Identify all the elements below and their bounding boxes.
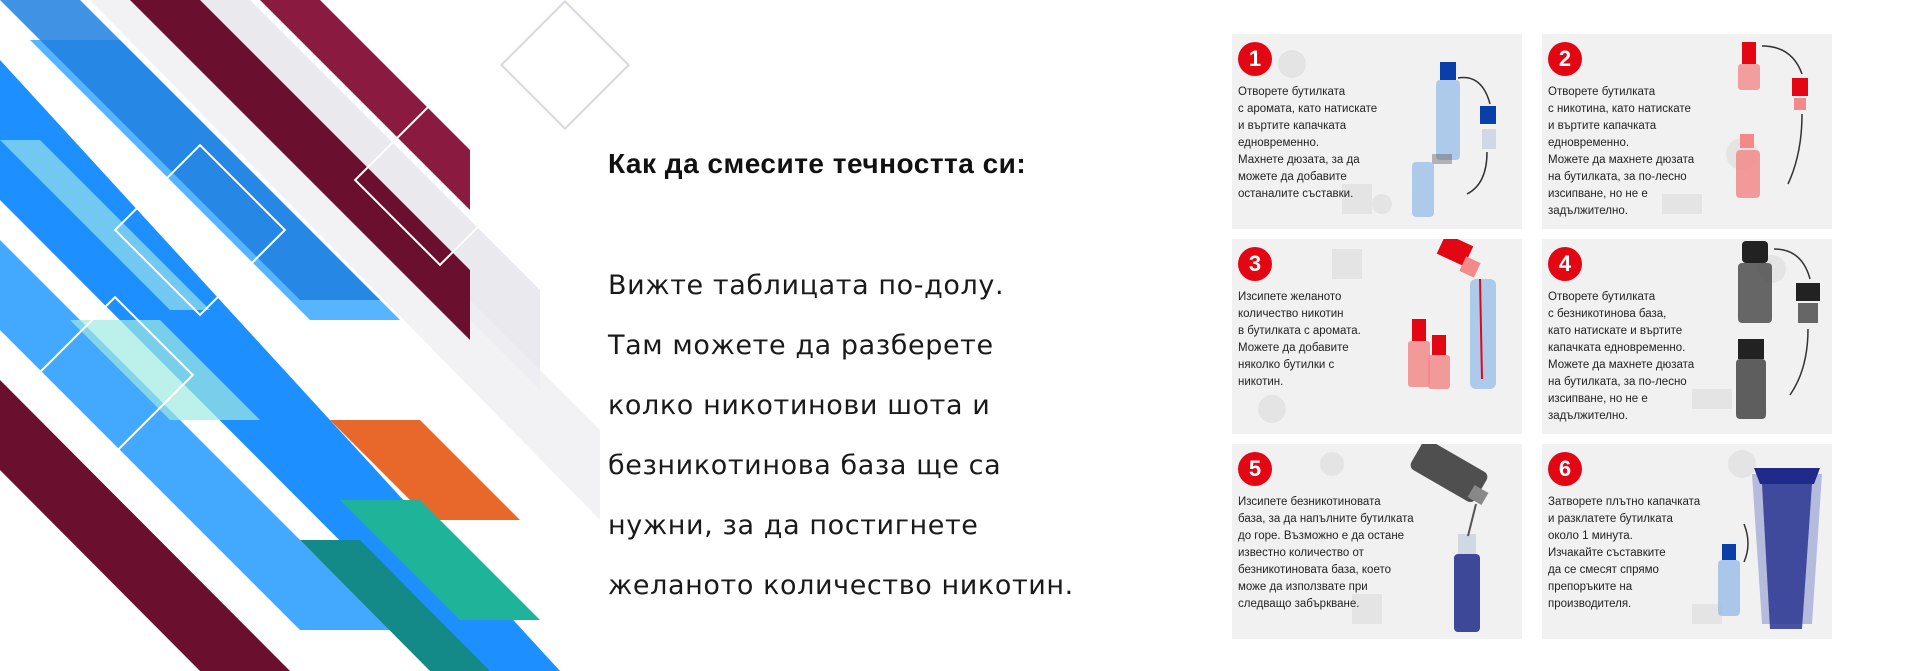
diagonal-stripes — [0, 0, 600, 671]
step-card-6 — [1542, 444, 1832, 639]
paragraph-line: безникотинова база ще са — [608, 450, 1002, 481]
step-number-badge: 6 — [1548, 452, 1582, 486]
step-card-5 — [1232, 444, 1522, 639]
step-number-badge: 4 — [1548, 247, 1582, 281]
paragraph-line: колко никотинови шота и — [608, 390, 991, 421]
step-number-badge: 2 — [1548, 42, 1582, 76]
bottle-illustration — [1702, 239, 1832, 434]
bottle-illustration — [1392, 444, 1522, 639]
step-description: Изсипете безникотиновата база, за да напълните бутилката до горе. Възможно е да остане известно количество от безникотиновата база, което може да използвате при следващо забъркване. — [1238, 496, 1414, 610]
step-description: Изсипете желаното количество никотин в бутилката с аромата. Можете да добавите няколко бутилки с никотин. — [1238, 291, 1361, 388]
page-heading: Как да смесите течността си: — [608, 148, 1027, 179]
paragraph-line: Вижте таблицата по-долу. — [608, 270, 1005, 301]
step-card-3 — [1232, 239, 1522, 434]
mixing-steps-infographic — [1232, 34, 1832, 637]
step-description: Отворете бутилката с безникотинова база, като натискате и въртите капачката едновременно. Можете да махнете дюзата на бутилката, за по-лесно изсипване, но не е задължително. — [1548, 291, 1695, 422]
step-card-1 — [1232, 34, 1522, 229]
paragraph-line: нужни, за да постигнете — [608, 510, 979, 541]
step-description: Затворете плътно капачката и разклатете бутилката около 1 минута. Изчакайте съставките да се смесят спрямо препоръките на производителя. — [1548, 496, 1701, 610]
step-description: Отворете бутилката с аромата, като натискате и въртите капачката едновременно. Махнете дюзата, за да можете да добавите останалите съставки. — [1238, 86, 1378, 200]
step-card-4 — [1542, 239, 1832, 434]
bottle-illustration — [1702, 444, 1832, 639]
paragraph-line: Там можете да разберете — [608, 330, 994, 361]
abstract-geometric-decoration — [0, 0, 640, 671]
bottle-illustration — [1392, 239, 1522, 434]
instructions-paragraph — [608, 256, 1168, 616]
step-number-badge: 1 — [1238, 42, 1272, 76]
step-number-badge: 5 — [1238, 452, 1272, 486]
paragraph-line: желаното количество никотин. — [608, 570, 1074, 601]
bottle-illustration — [1392, 34, 1522, 229]
step-description: Отворете бутилката с никотина, като натискате и въртите капачката едновременно. Можете да махнете дюзата на бутилката, за по-лесно изсипване, но не е задължително. — [1548, 86, 1695, 217]
step-number-badge: 3 — [1238, 247, 1272, 281]
step-card-2 — [1542, 34, 1832, 229]
bottle-illustration — [1702, 34, 1832, 229]
